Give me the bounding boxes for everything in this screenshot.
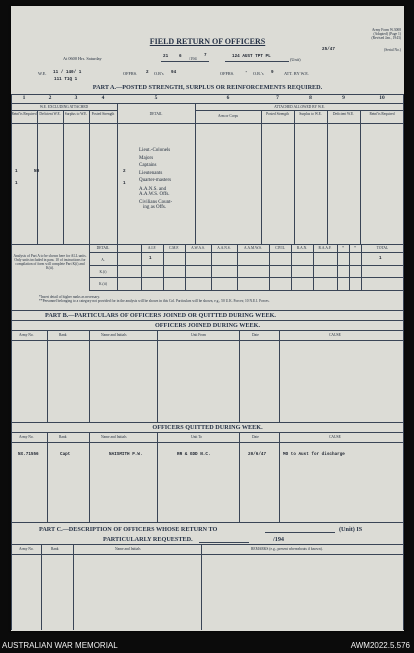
analysis-col-header: A.I.F. xyxy=(147,246,157,250)
analysis-col-header: C.M.F. xyxy=(169,246,179,250)
quitted-title: OFFICERS QUITTED DURING WEEK. xyxy=(152,424,263,431)
quitted-header: Unit To xyxy=(191,435,202,439)
quitted-army-no: NX.71556 xyxy=(18,452,39,457)
part-c-date: /194 xyxy=(273,536,285,543)
nr-note: NR xyxy=(34,169,40,174)
ors2-label: O.R.'s xyxy=(253,71,264,76)
analysis-col-header: R.A.N. xyxy=(296,246,308,250)
reinf-required-captains: 1 xyxy=(15,169,18,174)
analysis-col-header: A.W.A.S. xyxy=(191,246,205,250)
rank-label: Captains xyxy=(139,163,157,168)
joined-header: Army No. xyxy=(19,333,34,337)
footnotes xyxy=(39,295,399,303)
page-title: FIELD RETURN OF OFFICERS xyxy=(149,37,266,46)
quitted-name: NAISMITH P.W. xyxy=(109,452,143,457)
ors-label: O.R's xyxy=(154,71,164,76)
joined-header: Unit From xyxy=(191,333,207,337)
offrs-value: 2 xyxy=(146,70,149,75)
quitted-header: CAUSE xyxy=(329,435,341,439)
rank-label: Quarter-masters xyxy=(139,178,172,183)
part-a-table xyxy=(11,94,404,244)
part-c-unit: (Unit) IS xyxy=(339,526,363,533)
joined-title: OFFICERS JOINED DURING WEEK. xyxy=(154,322,261,329)
part-c-header: Name and Initials xyxy=(115,547,141,551)
analysis-col-header: * xyxy=(354,246,356,250)
quitted-header: Rank xyxy=(59,435,67,439)
part-c-title-b: PARTICULARLY REQUESTED. xyxy=(103,536,193,543)
analysis-row-label: A. xyxy=(101,258,105,262)
unit-label: (Unit) xyxy=(290,57,301,62)
quitted-date: 20/6/47 xyxy=(248,452,267,457)
serial-number: 25/47 xyxy=(322,47,335,52)
part-c-table xyxy=(11,544,404,630)
quitted-header: Date xyxy=(252,435,259,439)
part-c-header: Rank xyxy=(51,547,59,551)
rank-label: ing as Offs. xyxy=(143,204,167,210)
rank-label: A.A.W.S. Offs. xyxy=(139,191,170,197)
offrs2-value: - xyxy=(245,70,248,75)
col-number: 5 xyxy=(154,95,158,101)
posted-captains: 2 xyxy=(123,169,126,174)
posted-lieuts: 1 xyxy=(123,181,126,186)
ors2-value: 9 xyxy=(271,70,274,75)
serial-label: (Serial No.) xyxy=(384,48,401,52)
date-prefix: At 0600 Hrs. Saturday xyxy=(63,56,102,61)
header-reinf-att: Reinf'ts Required xyxy=(369,112,395,116)
archive-reference: AWM2022.5.576 xyxy=(350,641,410,650)
unit-name: 124 AUST TPT PL xyxy=(232,54,271,59)
quitted-cause: MO to Aust for discharge xyxy=(283,452,345,457)
date-month: 6 xyxy=(179,54,182,59)
rank-label: A.A.N.S. and xyxy=(139,186,167,192)
we-value-2: 111 T1Q 1 xyxy=(54,77,78,82)
date-year-suffix: 7 xyxy=(204,53,207,58)
joined-header: Name and Initials xyxy=(101,333,127,337)
quitted-header: Army No. xyxy=(19,435,34,439)
joined-header: CAUSE xyxy=(329,333,341,337)
col-number: 10 xyxy=(379,95,385,101)
analysis-col-header: CIVIL xyxy=(275,246,285,250)
form-ref-line: Army Form W.3008 xyxy=(371,28,401,32)
we-label: W.E. xyxy=(38,71,47,76)
col-number: 3 xyxy=(74,95,78,101)
header-posted-strength-att: Posted Strength xyxy=(266,112,289,116)
analysis-total-a: 1 xyxy=(379,256,382,261)
part-c-header: REMARKS (e.g., present whereabouts if known). xyxy=(251,547,323,551)
analysis-col-header: DETAIL xyxy=(96,246,110,250)
col-number: 8 xyxy=(309,95,312,101)
rank-label: Majors xyxy=(139,155,154,161)
header-surplus: Surplus to W.E. xyxy=(64,112,88,116)
analysis-aif-a: 1 xyxy=(149,256,152,261)
offrs-label: OFFRS. xyxy=(123,71,138,76)
form-page xyxy=(11,6,404,631)
rank-list xyxy=(139,147,195,210)
rank-label: Civilians Count- xyxy=(139,199,173,205)
col-number: 4 xyxy=(101,95,105,101)
archive-name: AUSTRALIAN WAR MEMORIAL xyxy=(2,641,118,650)
quitted-unit-to: RR & GDD N.C. xyxy=(177,452,211,457)
quitted-header: Name and Initials xyxy=(101,435,127,439)
analysis-note: Analysis of Part A to be shown here for ALL units. Only units included in para. 10 of instructions for compilation of form will complete Part K(i) and K(ii). xyxy=(13,254,87,270)
ors-value: 94 xyxy=(171,70,177,75)
joined-header: Date xyxy=(252,333,259,337)
footnote: **Personnel belonging to a category not provided for in the analysis will be shown in this Col. Particulars will be shown, e.g., 50 U.K. Forces; 10 N.E.I. Forces. xyxy=(39,299,270,303)
part-c-header: Army No. xyxy=(19,547,34,551)
archive-caption xyxy=(0,637,414,653)
part-c-title-a: PART C.—DESCRIPTION OF OFFICERS WHOSE RETURN TO xyxy=(39,526,218,533)
analysis-table xyxy=(89,244,404,294)
quitted-rank: Capt xyxy=(60,452,71,457)
analysis-col-header: * xyxy=(342,246,344,250)
col-number: 6 xyxy=(226,95,230,101)
col-number: 7 xyxy=(276,95,279,101)
header-posted-strength: Posted Strength xyxy=(91,112,115,116)
rank-label: Lieutenants xyxy=(139,170,163,176)
att-label: ATT. BY W.E. xyxy=(284,71,309,76)
analysis-row-label: K.(i) xyxy=(99,270,107,274)
offrs2-label: OFFRS. xyxy=(220,71,235,76)
quitted-table xyxy=(11,432,404,522)
analysis-col-header: TOTAL xyxy=(376,246,389,250)
analysis-col-header: A.A.N.S. xyxy=(217,246,231,250)
analysis-row-label: K.(ii) xyxy=(99,282,107,286)
attached-allowed-header: ATTACHED ALLOWED BY W.E. xyxy=(274,105,325,109)
header-detail: DETAIL xyxy=(149,112,163,116)
col-number: 9 xyxy=(342,95,345,101)
form-ref-line: (Adapted) (Page 1) xyxy=(373,32,401,36)
part-b-title: PART B.—PARTICULARS OF OFFICERS JOINED OR QUITTED DURING WEEK. xyxy=(45,312,276,319)
we-value: 11 / 140/ 1 xyxy=(53,70,82,75)
analysis-col-header: R.A.A.F. xyxy=(318,246,332,250)
reinf-required-lieuts: 1 xyxy=(15,181,18,186)
date-year-prefix: /194 xyxy=(189,56,197,61)
part-a-title: PART A.—POSTED STRENGTH, SURPLUS OR REINFORCEMENTS REQUIRED. xyxy=(92,84,323,91)
header-arm-or-corps: Arm or Corps xyxy=(218,114,238,118)
col-number: 2 xyxy=(48,95,52,101)
header-surplus-att: Surplus to W.E. xyxy=(299,112,322,116)
rank-label: Lieut.-Colonels xyxy=(139,148,171,153)
header-reinf-required: Reinf'ts Required xyxy=(11,112,37,116)
analysis-col-header: A.A.M.W.S. xyxy=(244,246,262,250)
header-deficient: Deficient W.E. xyxy=(39,112,61,116)
col-number: 1 xyxy=(22,95,26,101)
joined-table xyxy=(11,330,404,422)
date-day: 21 xyxy=(163,54,169,59)
footnote: *Insert detail of higher ranks as necessary. xyxy=(39,295,100,299)
we-excluding-header: W.E. EXCLUDING ATTACHED xyxy=(39,105,89,109)
joined-header: Rank xyxy=(59,333,67,337)
header-deficient-att: Deficient W.E. xyxy=(332,112,355,116)
form-ref-line: (Revised Jan., 1943) xyxy=(371,36,401,40)
